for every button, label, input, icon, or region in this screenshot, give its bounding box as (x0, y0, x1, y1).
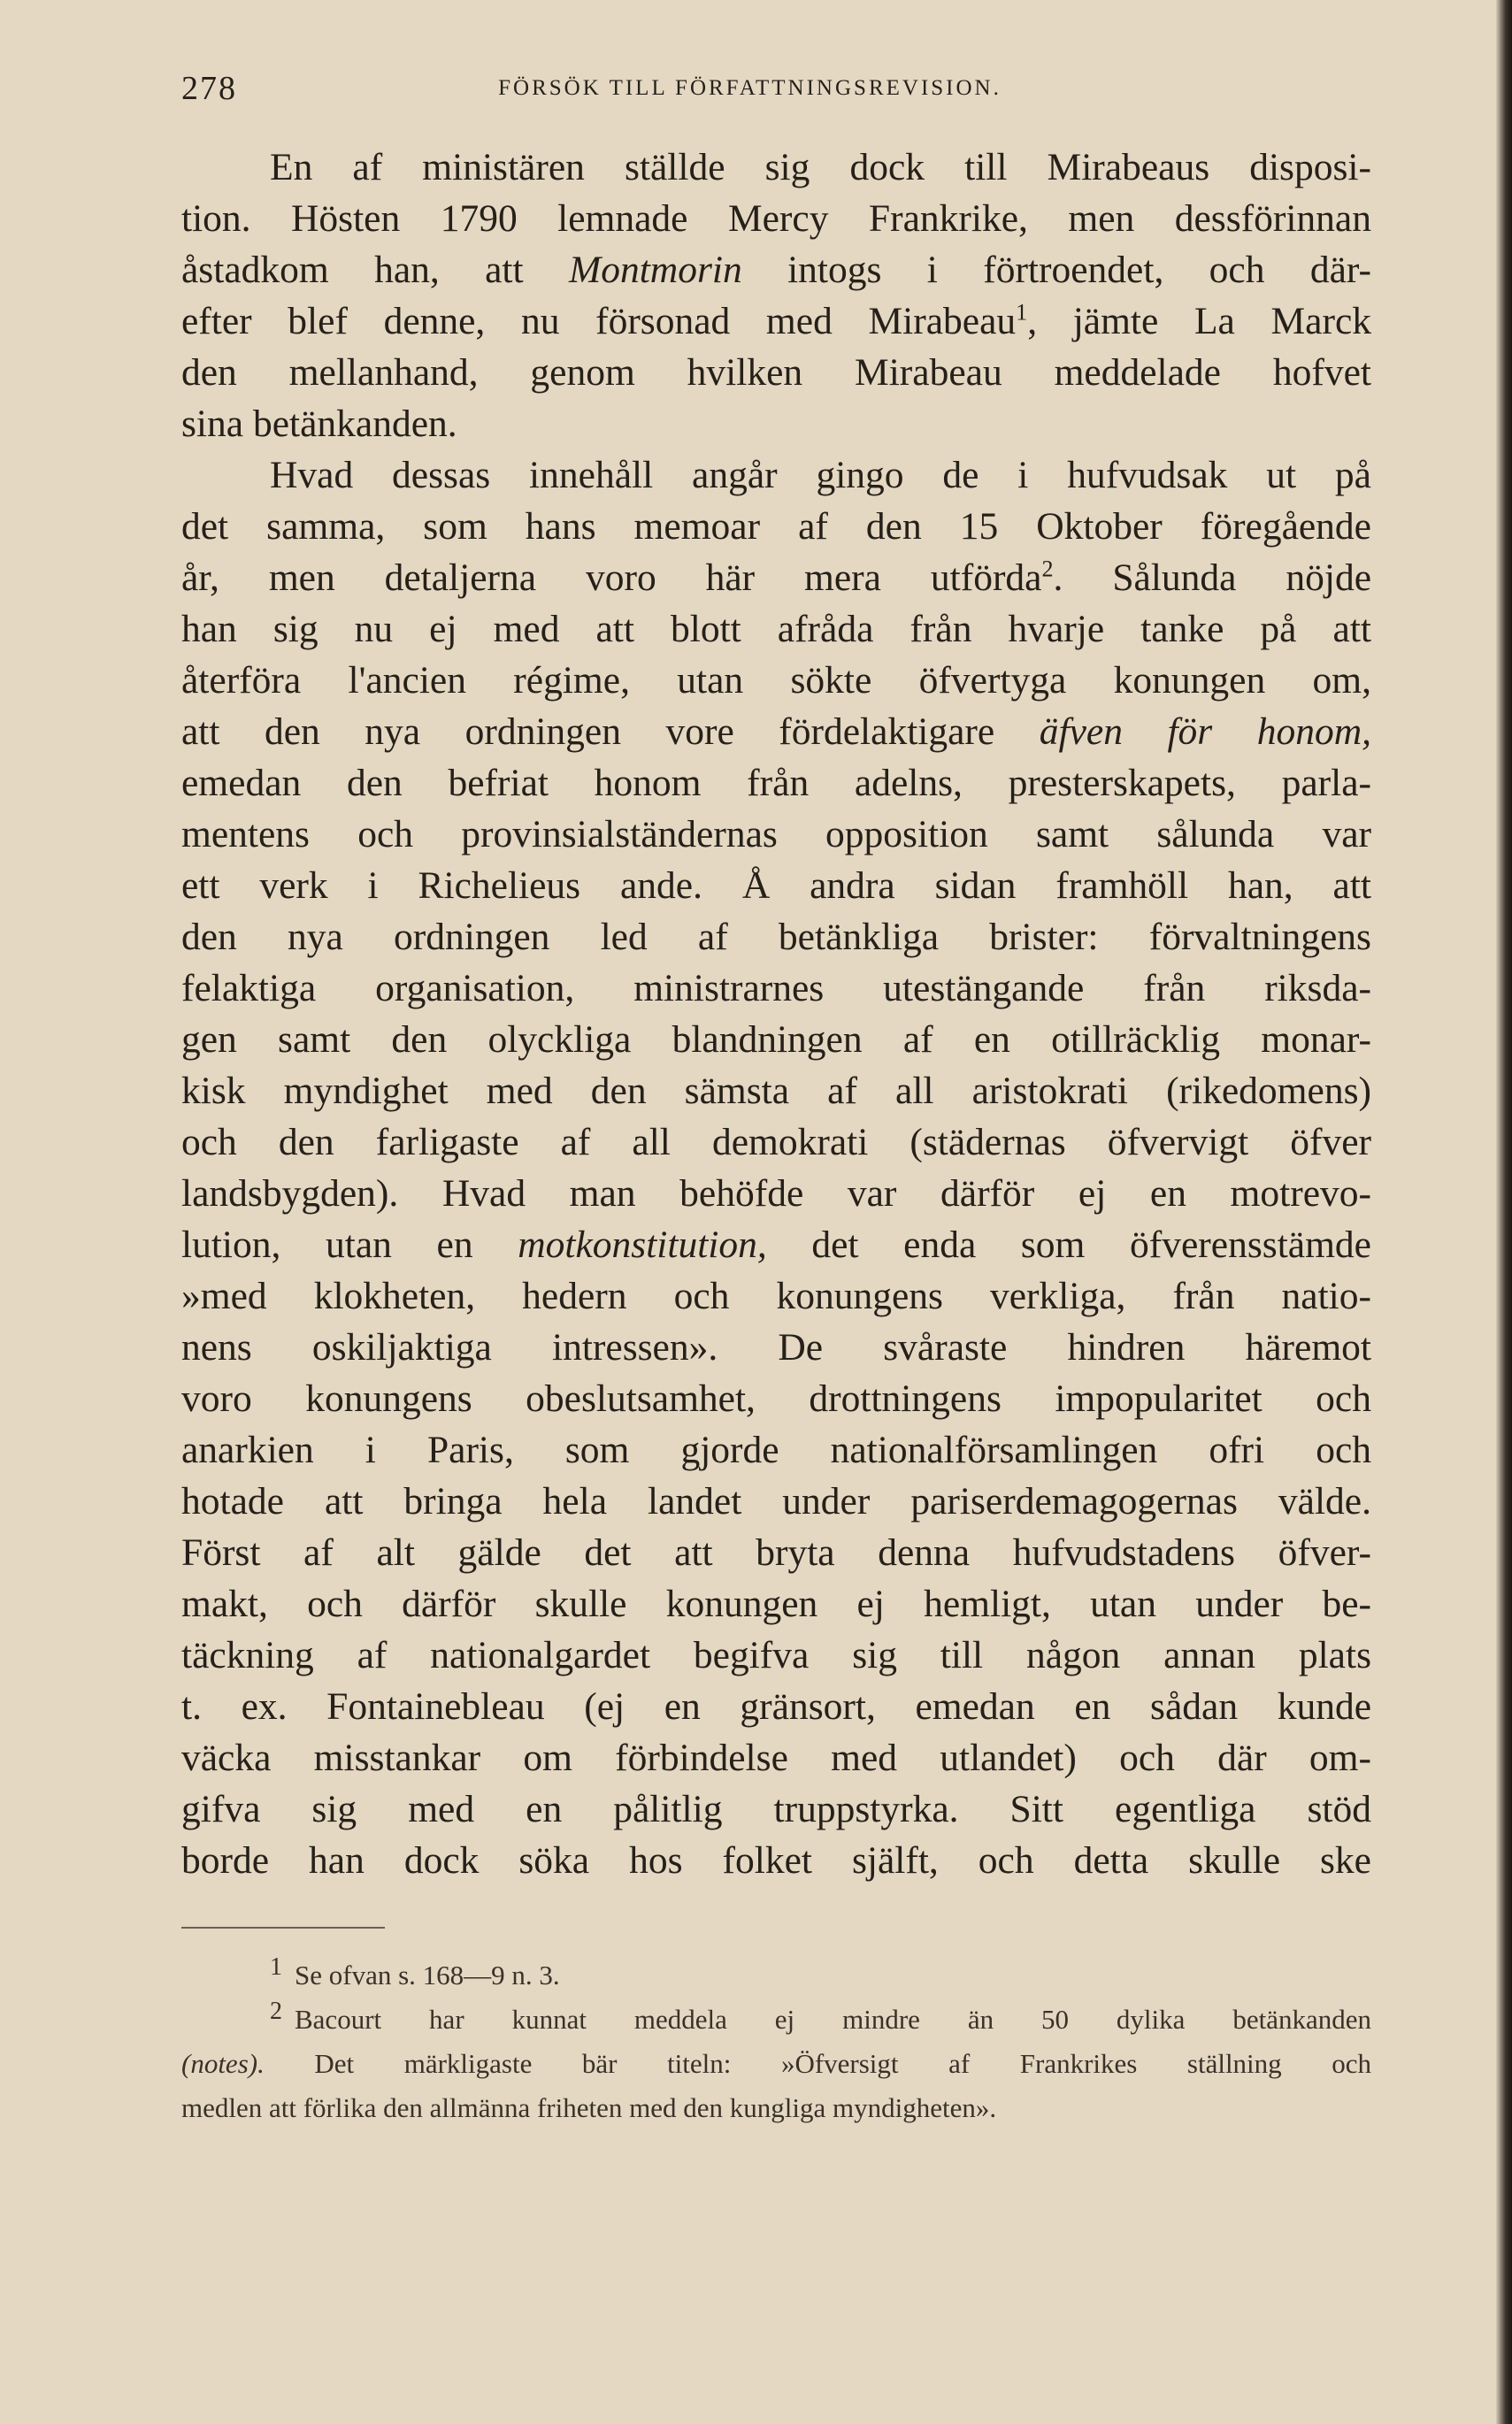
running-head (181, 69, 1371, 113)
text-line: sina betänkanden. (181, 403, 457, 445)
footnote-2-line: medlen att förlika den allmänna friheten med den kungliga myndigheten». (181, 2092, 997, 2123)
text-line: det samma, som hans memoar af den 15 Oktober föregående (181, 505, 1371, 548)
text-line: återföra l'ancien régime, utan sökte öfvertyga konungen om, (181, 659, 1371, 702)
text-line: t. ex. Fontainebleau (ej en gränsort, emedan en sådan kunde (181, 1685, 1371, 1728)
text-line: »med klokheten, hedern och konungens verkliga, från natio- (181, 1275, 1371, 1317)
italic-phrase: äfven för honom, (1039, 710, 1372, 753)
text-line: anarkien i Paris, som gjorde nationalförsamlingen ofri och (181, 1429, 1371, 1471)
text-line: kisk myndighet med den sämsta af all aristokrati (rikedomens) (181, 1070, 1371, 1112)
text-line: ett verk i Richelieus ande. Å andra sidan framhöll han, att (181, 864, 1371, 907)
footnote-marker: 2 (270, 1997, 282, 2025)
text-line: mentens och provinsialständernas opposition samt sålunda var (181, 813, 1371, 855)
text-line: tion. Hösten 1790 lemnade Mercy Frankrike, men dessförinnan (181, 197, 1371, 240)
footnotes (181, 1953, 1371, 2130)
footnote-1: $^1$ Se ofvan s. 168—9 n. 3. (270, 1952, 560, 1991)
text-line: nens oskiljaktiga intressen». De svåraste hindren häremot (181, 1326, 1371, 1369)
text-line: makt, och därför skulle konungen ej hemligt, utan under be- (181, 1583, 1371, 1625)
page-edge (1496, 0, 1512, 2424)
footnote-ref: 1 (1016, 299, 1028, 326)
body-text (181, 142, 1371, 1886)
text-line: landsbygden). Hvad man behöfde var därför ej en motrevo- (181, 1172, 1371, 1215)
footnote-2-line: (notes). Det märkligaste bär titeln: »Öfversigt af Frankrikes ställning och (181, 2048, 1371, 2079)
text-line: åstadkom han, att Montmorin intogs i förtroendet, och där- (181, 249, 1371, 291)
text-line: han sig nu ej med att blott afråda från hvarje tanke på att (181, 608, 1371, 650)
text-line: täckning af nationalgardet begifva sig till någon annan plats (181, 1634, 1371, 1676)
text-line: gifva sig med en pålitlig truppstyrka. Sitt egentliga stöd (181, 1788, 1371, 1830)
footnote-2: $^2$ Bacourt har kunnat meddela ej mindre än 50 dylika betänkanden (270, 1997, 1371, 2035)
footnote-rule (181, 1927, 385, 1929)
text-line: En af ministären ställde sig dock till Mirabeaus disposi- (270, 146, 1371, 188)
text-line: efter blef denne, nu försonad med Mirabeau$^1$, jämte La Marck (181, 299, 1371, 342)
text-line: lution, utan en motkonstitution, det enda som öfverensstämde (181, 1224, 1371, 1266)
footnote-ref: 2 (1041, 556, 1054, 582)
italic-term: motkonstitution, (518, 1224, 767, 1266)
text-line: väcka misstankar om förbindelse med utlandet) och där om- (181, 1737, 1371, 1779)
text-line: att den nya ordningen vore fördelaktigare äfven för honom, (181, 710, 1372, 753)
text-line: och den farligaste af all demokrati (städernas öfvervigt öfver (181, 1121, 1371, 1163)
text-line: borde han dock söka hos folket själft, och detta skulle ske (181, 1839, 1371, 1882)
running-title: FÖRSÖK TILL FÖRFATTNINGSREVISION. (498, 76, 1002, 100)
text-line: emedan den befriat honom från adelns, presterskapets, parla- (181, 762, 1371, 804)
text-line: den mellanhand, genom hvilken Mirabeau meddelade hofvet (181, 351, 1371, 394)
text-line: hotade att bringa hela landet under pariserdemagogernas välde. (181, 1480, 1371, 1523)
text-line: felaktiga organisation, ministrarnes utestängande från riksda- (181, 967, 1371, 1009)
text-line: Hvad dessas innehåll angår gingo de i hufvudsak ut på (270, 454, 1371, 496)
page-number: 278 (181, 70, 237, 107)
footnote-marker: 1 (270, 1952, 282, 1981)
text-line: gen samt den olyckliga blandningen af en otillräcklig monar- (181, 1018, 1371, 1061)
italic-name: Montmorin (568, 249, 742, 291)
text-line: voro konungens obeslutsamhet, drottningens impopularitet och (181, 1377, 1371, 1420)
text-line: den nya ordningen led af betänkliga brister: förvaltningens (181, 916, 1371, 958)
text-line: år, men detaljerna voro här mera utförda$^2$. Sålunda nöjde (181, 556, 1371, 599)
text-line: Först af alt gälde det att bryta denna hufvudstadens öfver- (181, 1531, 1371, 1574)
